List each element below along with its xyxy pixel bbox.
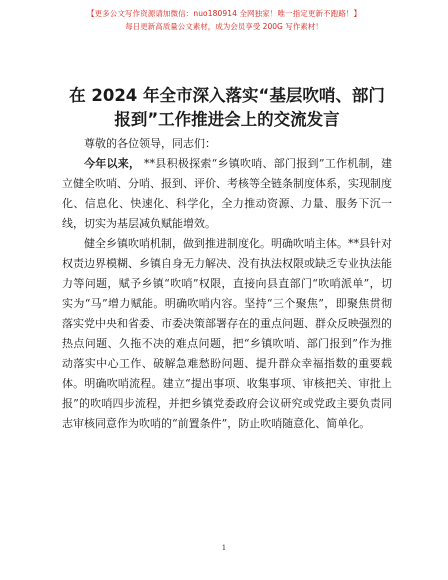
paragraph-1-lead: 今年以来， (84, 157, 141, 170)
paragraph-2: 健全乡镇吹哨机制，做到推进制度化。明确吹哨主体。**县针对权责边界模糊、乡镇自身无力解决、没有执法权限或缺乏专业执法能力等问题，赋予乡镇“吹哨”权限，直接向县直部门“吹哨派单”，切实为“马”增力赋能。明确吹哨内容。坚持“三个聚焦”，即聚焦贯彻落实党中央和省委、市委决策部署存在的重点问题、群众反映强烈的热点问题、久拖不决的难点问题，把“乡镇吹哨、部门报到”作为推动落实中心工作、破解急难愁盼问题、提升群众幸福指数的重要载体。明确吹哨流程。建立“提出事项、收集事项、审核把关、审批上报”的吹哨四步流程，并把乡镇党委政府会议研究或党政主要负责同志审核同意作为吹哨的“前置条件”，防止吹哨随意化、简单化。 (62, 237, 392, 430)
promo-banner-line1: 【更多公文写作资源请加微信：nuo180914 全网独家！唯一指定更新不跑路！】 (86, 9, 362, 18)
page-number: 1 (221, 544, 227, 552)
document-body (62, 134, 392, 434)
salutation: 尊敬的各位领导，同志们： (84, 137, 216, 150)
paragraph-1-text: **县积极探索“乡镇吹哨、部门报到”工作机制，建立健全吹哨、分哨、报到、评价、考核等全链条制度体系，实现制度化、信息化、快速化、科学化，全力推动资源、力量、服务下沉一线，切实为基层减负赋能增效。 (62, 157, 392, 230)
promo-banner-line2: 每日更新高质量公文素材，成为会员享受 200G 写作素材！ (125, 22, 323, 31)
paragraph-1 (62, 154, 392, 234)
document-title: 在 2024 年全市深入落实“基层吹哨、部门报到”工作推进会上的交流发言 (69, 86, 385, 129)
